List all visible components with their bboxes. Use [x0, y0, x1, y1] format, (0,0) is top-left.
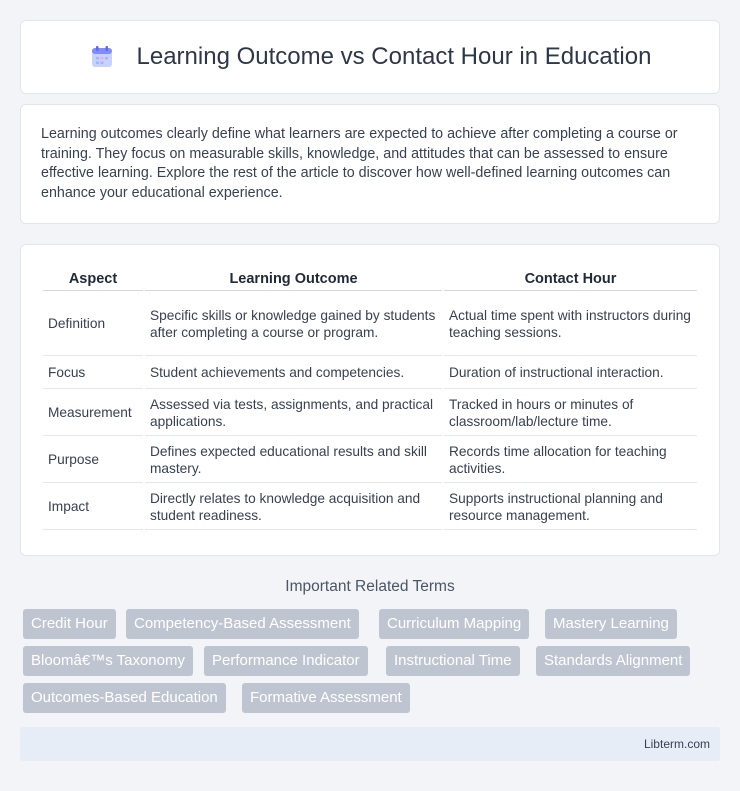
tag-formative-assessment[interactable]: Formative Assessment — [242, 683, 410, 713]
calendar-icon — [89, 44, 115, 70]
row-aspect: Measurement — [43, 391, 143, 436]
tag-performance-indicator[interactable]: Performance Indicator — [204, 646, 368, 676]
tag-outcomes-based-education[interactable]: Outcomes-Based Education — [23, 683, 226, 713]
row-aspect: Impact — [43, 485, 143, 530]
row-aspect: Definition — [43, 293, 143, 356]
row-learning-outcome: Specific skills or knowledge gained by students after completing a course or program. — [145, 293, 442, 356]
row-contact-hour: Records time allocation for teaching activities. — [444, 438, 697, 483]
tag-credit-hour[interactable]: Credit Hour — [23, 609, 116, 639]
table-row — [43, 293, 697, 356]
tag-instructional-time[interactable]: Instructional Time — [386, 646, 520, 676]
page-title: Learning Outcome vs Contact Hour in Education — [136, 43, 652, 70]
tag-competency-based-assessment[interactable]: Competency-Based Assessment — [126, 609, 359, 639]
row-learning-outcome: Student achievements and competencies. — [145, 358, 442, 389]
table-row — [43, 485, 697, 530]
row-learning-outcome: Directly relates to knowledge acquisition and student readiness. — [145, 485, 442, 530]
row-contact-hour: Duration of instructional interaction. — [444, 358, 697, 389]
row-learning-outcome: Defines expected educational results and skill mastery. — [145, 438, 442, 483]
tag-curriculum-mapping[interactable]: Curriculum Mapping — [379, 609, 529, 639]
row-contact-hour: Actual time spent with instructors during teaching sessions. — [444, 293, 697, 356]
tag-standards-alignment[interactable]: Standards Alignment — [536, 646, 690, 676]
row-contact-hour: Supports instructional planning and resource management. — [444, 485, 697, 530]
row-aspect: Focus — [43, 358, 143, 389]
header-learning-outcome: Learning Outcome — [145, 267, 442, 291]
related-terms-title: Important Related Terms — [285, 578, 455, 595]
header-aspect: Aspect — [43, 267, 143, 291]
row-contact-hour: Tracked in hours or minutes of classroom/lab/lecture time. — [444, 391, 697, 436]
table-row — [43, 438, 697, 483]
row-aspect: Purpose — [43, 438, 143, 483]
tag-mastery-learning[interactable]: Mastery Learning — [545, 609, 677, 639]
table-row — [43, 358, 697, 389]
tag-blooms-taxonomy[interactable]: Bloomâ€™s Taxonomy — [23, 646, 193, 676]
table-row — [43, 391, 697, 436]
title-card — [20, 20, 720, 94]
footer — [20, 727, 720, 761]
intro-text: Learning outcomes clearly define what learners are expected to achieve after completing a course or training. They focus on measurable skills, knowledge, and attitudes that can be assessed to ensure effective learning. Explore the rest of the article to discover how well-defined learning outcomes can enhance your educational experience. — [41, 126, 678, 201]
row-learning-outcome: Assessed via tests, assignments, and practical applications. — [145, 391, 442, 436]
intro-card — [20, 104, 720, 224]
footer-brand[interactable]: Libterm.com — [643, 737, 710, 751]
comparison-table — [41, 265, 699, 532]
header-contact-hour: Contact Hour — [444, 267, 697, 291]
comparison-table-card — [20, 244, 720, 556]
